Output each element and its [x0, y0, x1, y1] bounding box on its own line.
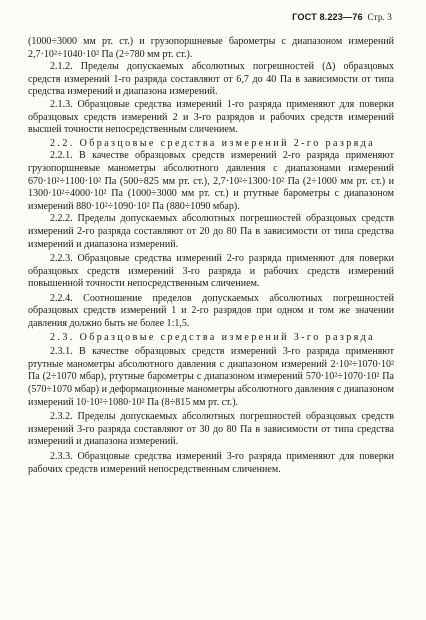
page-number: Стр. 3 — [367, 12, 392, 22]
paragraph-2-2-2: 2.2.2. Пределы допускаемых абсолютных погрешностей образцовых средств измерений 2-го разряда составляют от 20 до 80 Па в зависимости от типа средства измерений и диапазона измерений. — [28, 213, 394, 250]
paragraph-continuation: (1000÷3000 мм рт. ст.) и грузопоршневые барометры с диапазоном измерений 2,7·10²÷1040·10² Па (2÷780 мм рт. ст.). — [28, 36, 394, 60]
page-header — [292, 12, 392, 22]
paragraph-2-3-2: 2.3.2. Пределы допускаемых абсолютных погрешностей образцовых средств измерений 3-го разряда составляют от 30 до 80 Па в зависимости от типа средства измерений и диапазона измерений. — [28, 411, 394, 448]
section-heading-2-3: 2.3. Образцовые средства измерений 3-го разряда — [50, 331, 376, 343]
paragraph-2-2-4: 2.2.4. Соотношение пределов допускаемых абсолютных погрешностей образцовых средств измерений 1 и 2-го разрядов при одном и том же значении давления должно быть не более 1:1,5. — [28, 292, 394, 330]
standard-number: ГОСТ 8.223—76 — [292, 12, 363, 22]
paragraph-2-2-1: 2.2.1. В качестве образцовых средств измерений 2-го разряда применяют грузопоршневые манометры абсолютного давления с диапазонами измерений 670·10²÷1100·10² Па (500÷825 мм рт. ст.), 2,7·10²÷1300·10² Па (2÷1000 мм рт. ст.) и 1300·10²÷4000·10² Па (1000÷3000 мм рт. ст.) и ртутные барометры с диапазоном измерений 880·10²÷1090·10² Па (880÷1090 мбар). — [28, 150, 394, 212]
section-heading-2-2: 2.2. Образцовые средства измерений 2-го разряда — [50, 137, 376, 149]
paragraph-2-1-2: 2.1.2. Пределы допускаемых абсолютных погрешностей (Δ) образцовых средств измерений 1-го разряда составляют от 6,7 до 40 Па в зависимости от типа средства измерений и диапазона измерений. — [28, 61, 394, 98]
paragraph-2-1-3: 2.1.3. Образцовые средства измерений 1-го разряда применяют для поверки образцовых средств измерений 2 и 3-го разрядов и рабочих средств измерений высшей точности непосредственным сличением. — [28, 98, 394, 136]
document-body — [28, 36, 394, 476]
paragraph-2-3-1: 2.3.1. В качестве образцовых средств измерений 3-го разряда применяют ртутные манометры абсолютного давления с диапазоном измерений 2·10²÷1070·10² Па (2÷1070 мбар), ртутные барометры с диапазоном измерений 570·10²÷1070·10² Па (570÷1070 мбар) и деформационные манометры абсолютного давления с диапазоном измерений 10·10²÷1080·10² Па (8÷815 мм рт. ст.). — [28, 346, 394, 408]
paragraph-2-3-3: 2.3.3. Образцовые средства измерений 3-го разряда применяют для поверки рабочих средств измерений непосредственным сличением. — [28, 451, 394, 475]
paragraph-2-2-3: 2.2.3. Образцовые средства измерений 2-го разряда применяют для поверки образцовых средств измерений 3-го разряда и рабочих средств измерений повышенной точности непосредственным сличением. — [28, 253, 394, 290]
